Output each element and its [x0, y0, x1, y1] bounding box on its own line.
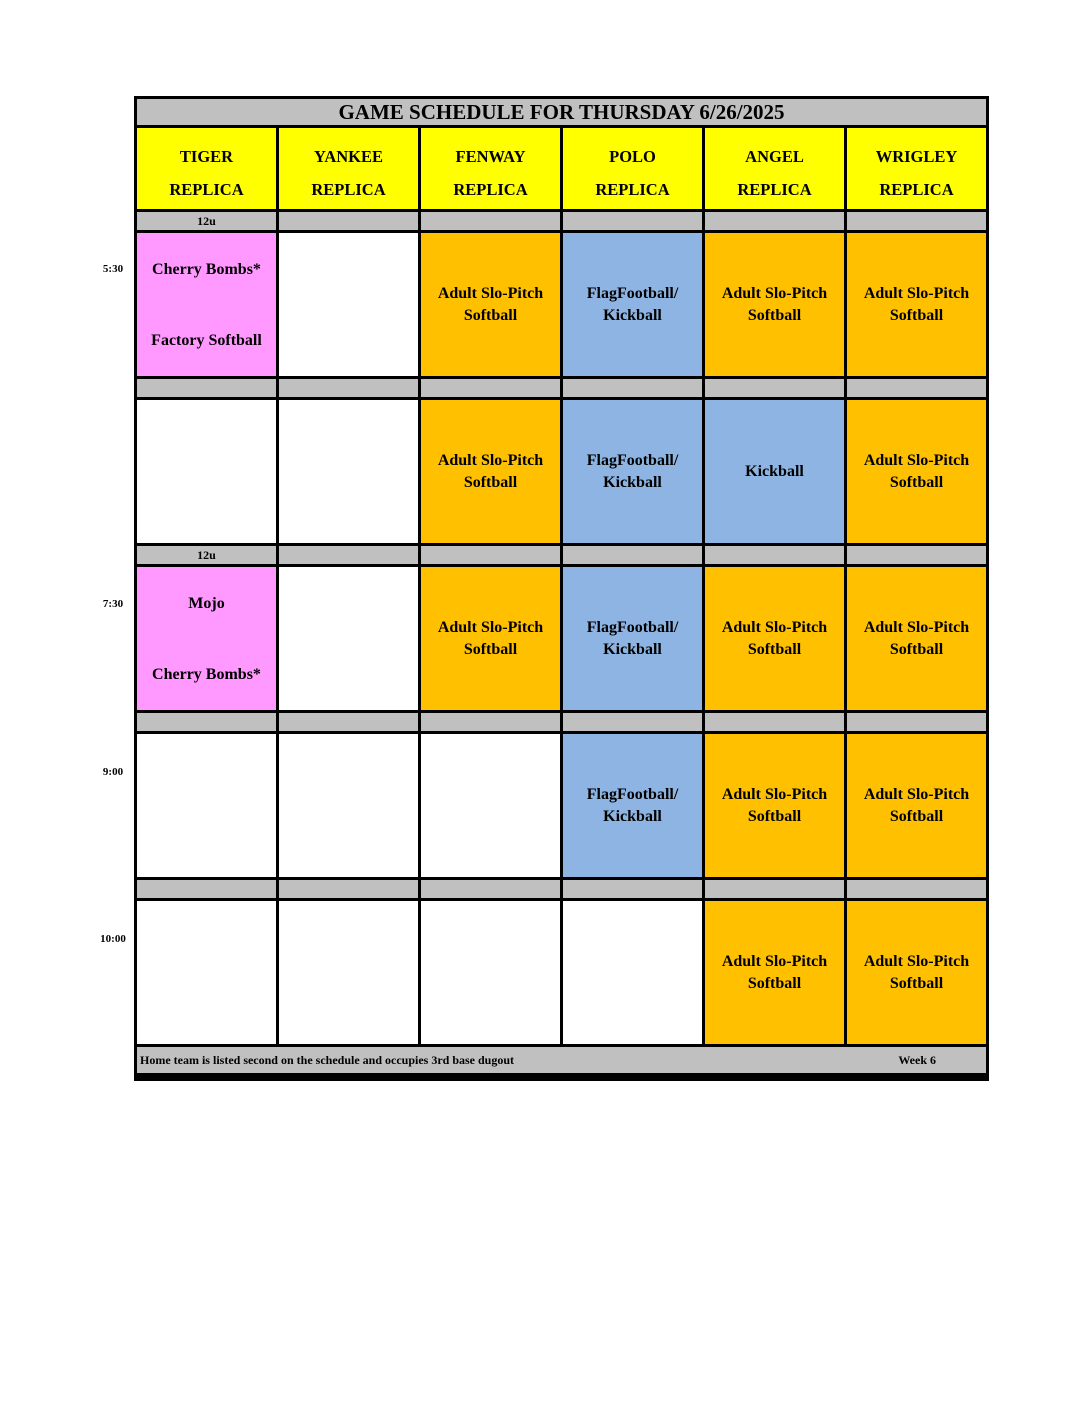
game-line: Adult Slo-Pitch: [721, 952, 828, 970]
slot-separator: [847, 880, 986, 898]
slot-separator: [563, 713, 702, 731]
game-cell-polo: [563, 734, 702, 877]
time-label: 9:00: [102, 766, 124, 778]
game-line: Softball: [747, 807, 802, 825]
field-name: POLO: [609, 147, 656, 166]
game-line: Adult Slo-Pitch: [437, 618, 544, 636]
game-cell-polo: [563, 567, 702, 710]
slot-separator: [279, 212, 418, 230]
game-cell-tiger: [137, 400, 276, 543]
field-name: ANGEL: [745, 147, 804, 166]
slot-separator: [137, 880, 276, 898]
game-line: Adult Slo-Pitch: [863, 451, 970, 469]
game-cell-angel: [705, 400, 844, 543]
slot-separator: [563, 379, 702, 397]
slot-separator: [137, 713, 276, 731]
game-cell-yankee: [279, 400, 418, 543]
slot-separator: [421, 212, 560, 230]
game-cell-angel: [705, 567, 844, 710]
game-line: Kickball: [603, 640, 662, 658]
game-cell-tiger: [137, 901, 276, 1044]
game-cell-wrigley: [847, 901, 986, 1044]
slot-separator: [705, 713, 844, 731]
game-cell-polo: [563, 901, 702, 1044]
game-line: Adult Slo-Pitch: [437, 451, 544, 469]
game-cell-wrigley: [847, 400, 986, 543]
game-cell-yankee: [279, 734, 418, 877]
slot-separator: [847, 212, 986, 230]
schedule-footer: [137, 1047, 986, 1073]
game-cell-fenway: [421, 734, 560, 877]
home-team: Factory Softball: [151, 332, 262, 349]
game-line: Kickball: [745, 462, 804, 480]
field-name: FENWAY: [455, 147, 526, 166]
game-line: Softball: [463, 473, 518, 491]
game-line: FlagFootball/: [586, 284, 679, 302]
game-cell-angel: [705, 233, 844, 376]
game-line: Adult Slo-Pitch: [437, 284, 544, 302]
game-line: Adult Slo-Pitch: [721, 785, 828, 803]
slot-separator: [563, 880, 702, 898]
field-subtitle: REPLICA: [737, 180, 812, 199]
slot-separator: [705, 546, 844, 564]
field-subtitle: REPLICA: [879, 180, 954, 199]
slot-separator: [847, 546, 986, 564]
slot-separator: [705, 379, 844, 397]
game-cell-wrigley: [847, 233, 986, 376]
game-line: Kickball: [603, 306, 662, 324]
division-label: 12u: [137, 212, 276, 230]
slot-separator: [563, 546, 702, 564]
slot-separator: [279, 713, 418, 731]
game-line: Softball: [889, 306, 944, 324]
game-line: FlagFootball/: [586, 451, 679, 469]
division-label: 12u: [137, 546, 276, 564]
game-cell-angel: [705, 734, 844, 877]
slot-separator: [137, 379, 276, 397]
footer-note: Home team is listed second on the schedule and occupies 3rd base dugout: [140, 1052, 515, 1067]
game-line: Softball: [889, 473, 944, 491]
game-line: Softball: [463, 640, 518, 658]
slot-separator: [421, 379, 560, 397]
game-cell-tiger: [137, 233, 276, 376]
game-cell-yankee: [279, 901, 418, 1044]
game-cell-tiger: [137, 734, 276, 877]
slot-separator: [705, 880, 844, 898]
away-team: Cherry Bombs*: [152, 261, 261, 278]
game-line: Softball: [889, 640, 944, 658]
game-cell-polo: [563, 233, 702, 376]
game-cell-tiger: [137, 567, 276, 710]
slot-separator: [563, 212, 702, 230]
schedule-title: GAME SCHEDULE FOR THURSDAY 6/26/2025: [137, 99, 986, 125]
field-header-yankee: [279, 128, 418, 209]
field-header-fenway: [421, 128, 560, 209]
field-subtitle: REPLICA: [595, 180, 670, 199]
game-line: Softball: [747, 640, 802, 658]
slot-separator: [847, 713, 986, 731]
game-cell-polo: [563, 400, 702, 543]
time-label: 7:30: [102, 598, 124, 610]
slot-separator: [421, 546, 560, 564]
slot-separator: [279, 546, 418, 564]
game-line: Adult Slo-Pitch: [721, 618, 828, 636]
field-header-tiger: [137, 128, 276, 209]
slot-separator: [705, 212, 844, 230]
game-cell-wrigley: [847, 734, 986, 877]
game-cell-fenway: [421, 901, 560, 1044]
game-line: Softball: [747, 974, 802, 992]
time-label: 5:30: [102, 263, 124, 275]
game-line: Kickball: [603, 807, 662, 825]
schedule-table: [134, 96, 989, 1081]
game-cell-fenway: [421, 233, 560, 376]
game-cell-yankee: [279, 233, 418, 376]
game-line: Kickball: [603, 473, 662, 491]
game-cell-fenway: [421, 567, 560, 710]
game-line: Adult Slo-Pitch: [863, 785, 970, 803]
field-subtitle: REPLICA: [453, 180, 528, 199]
game-cell-wrigley: [847, 567, 986, 710]
game-cell-fenway: [421, 400, 560, 543]
field-name: TIGER: [179, 147, 234, 166]
game-line: Adult Slo-Pitch: [863, 284, 970, 302]
slot-separator: [421, 713, 560, 731]
game-line: Adult Slo-Pitch: [863, 618, 970, 636]
away-team: Mojo: [188, 595, 225, 612]
week-label: Week 6: [898, 1052, 936, 1067]
home-team: Cherry Bombs*: [152, 666, 261, 683]
field-subtitle: REPLICA: [311, 180, 386, 199]
game-cell-angel: [705, 901, 844, 1044]
field-header-angel: [705, 128, 844, 209]
game-line: Softball: [889, 807, 944, 825]
slot-separator: [847, 379, 986, 397]
game-line: Softball: [889, 974, 944, 992]
field-subtitle: REPLICA: [169, 180, 244, 199]
game-line: FlagFootball/: [586, 618, 679, 636]
field-header-wrigley: [847, 128, 986, 209]
slot-separator: [421, 880, 560, 898]
game-line: Softball: [747, 306, 802, 324]
field-name: WRIGLEY: [875, 147, 958, 166]
slot-separator: [279, 379, 418, 397]
field-header-polo: [563, 128, 702, 209]
game-line: Softball: [463, 306, 518, 324]
slot-separator: [279, 880, 418, 898]
game-line: FlagFootball/: [586, 785, 679, 803]
game-line: Adult Slo-Pitch: [863, 952, 970, 970]
game-line: Adult Slo-Pitch: [721, 284, 828, 302]
game-cell-yankee: [279, 567, 418, 710]
field-name: YANKEE: [313, 147, 384, 166]
time-label: 10:00: [100, 933, 126, 945]
